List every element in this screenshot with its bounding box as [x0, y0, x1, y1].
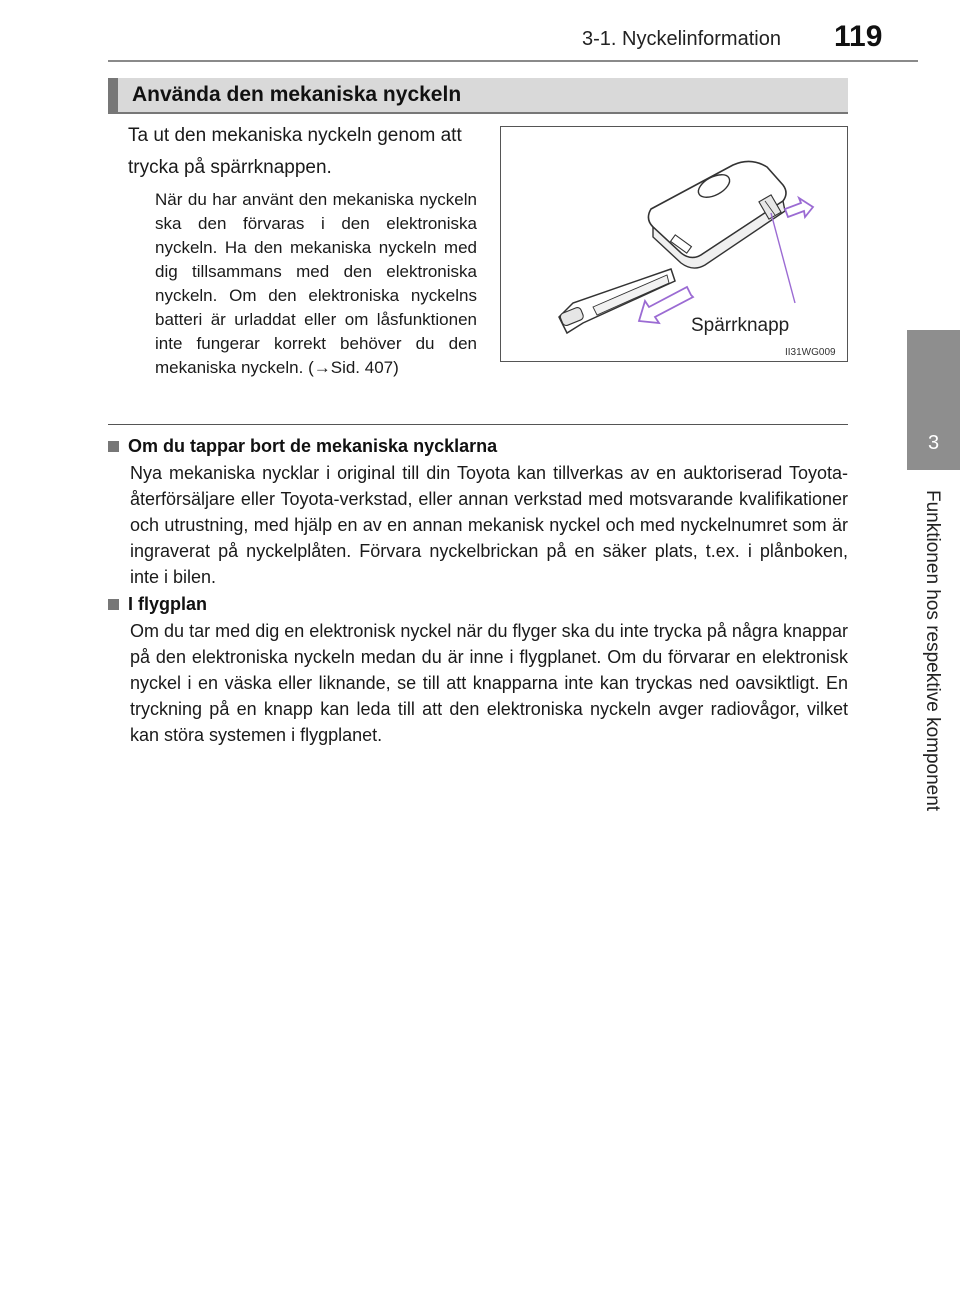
chapter-tab-number: 3 [927, 432, 940, 454]
subsection-body: Om du tar med dig en elektronisk nyckel när du flyger ska du inte trycka på några knappar på den elektroniska nyckeln medan du är inne i flygplanet. Om du förvarar en elektronisk nyckel i en väska eller liknande, se till att knapparna inte kan tryckas ned oavsiktligt. En tryckning på en knapp kan leda till att den elektroniska nyckeln avger radiovågor, vilket kan störa systemen i flygplanet. [130, 621, 848, 745]
subsection-title [108, 432, 848, 460]
header-rule [108, 60, 918, 62]
section-title: Använda den mekaniska nyckeln [132, 83, 462, 106]
electronic-key-icon [648, 161, 786, 268]
subsection-lost-keys [108, 432, 848, 590]
subsection-title [108, 590, 848, 618]
subsection-title-text: Om du tappar bort de mekaniska nycklarna [128, 436, 498, 456]
page-number: 119 [834, 20, 883, 53]
square-bullet-icon [108, 441, 119, 452]
callout-line [771, 213, 795, 303]
section-header [108, 78, 848, 112]
chapter-tab-label-box [907, 470, 960, 900]
subsection-title-text: I flygplan [128, 594, 208, 614]
chapter-tab [907, 330, 960, 470]
key-illustration [501, 127, 847, 361]
subsection-body: Nya mekaniska nycklar i original till din Toyota kan tillverkas av en auktoriserad Toyota-återförsäljare eller Toyota-verkstad, eller annan verkstad med motsvarande kvalifikationer och utrustning, med hjälp en av en annan mekanisk nyckel och med nyckelnumret som är ingraverat på nyckelplåten. Förvara nyckelbrickan på en säker plats, t.ex. i plånboken, inte i bilen. [130, 463, 848, 587]
arrow-icon [785, 198, 813, 217]
chapter-title: 3-1. Nyckelinformation [582, 28, 781, 50]
callout-label: Spärrknapp [691, 315, 790, 336]
square-bullet-icon [108, 599, 119, 610]
figure-code: II31WG009 [785, 347, 836, 358]
lead-instruction: Ta ut den mekaniska nyckeln genom att trycka på spärrknappen. [128, 125, 462, 178]
key-figure [500, 126, 848, 362]
page-header [0, 0, 960, 64]
note-paragraph: När du har använt den mekaniska nyckeln ska den förvaras i den elektroniska nyckeln. Ha den mekaniska nyckeln med dig tillsammans med den elektroniska nyckeln. Om den elektroniska nyckelns batteri är urladdat eller om låsfunktionen inte fungerar korrekt behöver du den mekaniska nyckeln. (→Sid. 407) [155, 190, 477, 377]
subsection-airplane [108, 590, 848, 748]
section-divider [108, 424, 848, 425]
section-rule [108, 112, 848, 114]
chapter-tab-label: Funktionen hos respektive komponent [922, 490, 943, 812]
